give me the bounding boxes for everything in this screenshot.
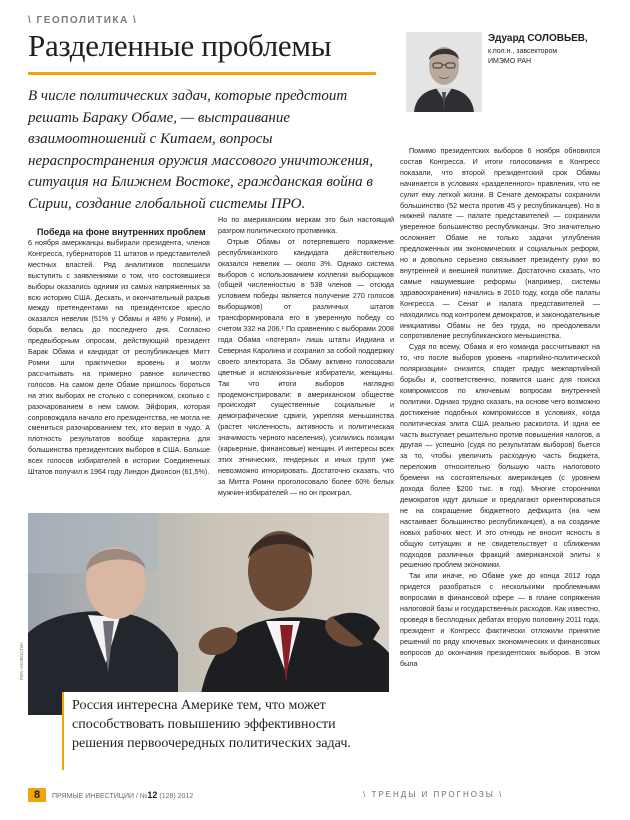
paragraph: Но по американским меркам это был настоящий разгром политического противника. xyxy=(218,215,394,235)
text-column-3 xyxy=(400,146,600,670)
page-number: 8 xyxy=(33,789,41,801)
text-column-1 xyxy=(28,227,210,478)
photo-credit: РИА «НОВОСТИ» xyxy=(19,642,24,680)
pull-quote: Россия интересна Америке тем, что может способствовать повышению эффективности решения первоочередных политических задач. xyxy=(72,698,351,751)
article-title: Разделенные проблемы xyxy=(28,28,332,63)
issue-label: / № xyxy=(136,793,148,800)
article-lead: В числе политических задач, которые предстоит решать Бараку Обаме, — выстраивание взаимоотношений с Китаем, вопросы нераспространения оружия массового уничтожения, ситуация на Ближнем Востоке, гражданская война в Сирии, создание глобальной системы ПРО. xyxy=(28,88,373,212)
paragraph: 6 ноября американцы выбирали президента, членов Конгресса, губернаторов 11 штатов и представителей местных властей. Ряд аналитиков поспешили выступить с заявлениями о том, что состоявшиеся выборы оказались одними из самых напряженных за всю историю США. Дескать, и окончательный разрыв между претендентами на президентское кресло оказался невелик (51% у Обамы и 48% у Ромни), и борьба велась до последнего дня. Согласно предвыборным опросам, действующий президент Барак Обама и кандидат от республиканцев Митт Ромни шли практически вровень и могли рассчитывать на примерно равное количество голосов. На самом деле Обаме пришлось бороться на этих выборах не столько с соперником, сколько с разочарованием в нем самом. Эйфория, которая сопровождала начало его президентства, не могла не смениться разочарованием тех, кто верил в чудо. А плотность результатов вообще характерна для большинства президентских выборов в США. Больше всех голосов избирателей в истории Соединенных Штатов получил в 1964 году Линдон Джонсон (61,5%). xyxy=(28,238,210,477)
leaders-photo-illustration xyxy=(28,513,389,715)
author-portrait-image xyxy=(406,32,482,112)
issue-number: 12 xyxy=(147,790,158,800)
issue-details: (128) 2012 xyxy=(159,793,194,800)
author-portrait xyxy=(406,32,482,112)
title-underline xyxy=(28,72,376,75)
section-tag: \ ГЕОПОЛИТИКА \ xyxy=(28,15,138,26)
paragraph: Так или иначе, но Обаме уже до конца 2012 года придется разобраться с несколькими проблемными вопросами в финансовой сфере — в плане сопряжения налоговой базы и государственных расходов. Как известно, проведя в бесплодных дебатах вторую половину 2011 года, президент и Конгресс фактически отложили принятие решений по ряду ключевых экономических и финансовых вопросов до окончания президентских выборов. В этом была xyxy=(400,571,600,668)
article-photo xyxy=(28,513,389,715)
paragraph: Помимо президентских выборов 6 ноября обновился состав Конгресса. И итоги голосования в Конгресс показали, что второй президентский срок Обамы начинается в условиях «разделенного» правления, что не сулит ему легкой жизни. В Сенате демократы сохранили большинство (52 места против 45 у республиканцев). Но в нижней палате — палате представителей — сохранили уверенное большинство республиканцы. Это значительно осложняет Обаме не только задачи углубления предложенных им экономических и социальных реформ, но и довольно серьезно связывает президенту руки во внутренней и внешней политике. Достаточно сказать, что самые нашумевшие реформы (например, системы здравоохранения) начались в 2010 году, когда обе палаты Конгресса — Сенат и палата представителей — находились под контролем демократов, и законодательные инициативы Обамы не без труда, но преодолевали сопротивление республиканского меньшинства. xyxy=(400,146,600,341)
footer-section-name: \ ТРЕНДЫ И ПРОГНОЗЫ \ xyxy=(363,790,504,799)
paragraph: Судя по всему, Обама и его команда рассчитывают на то, что после выборов уровень «партийно-политической поляризации» снизится, спадет градус межпартийной борьбы и, соответственно, появится шанс для поиска компромиссов по ключевым вопросам внутренней политики. Однако трудно сказать, на основе чего возможно достижение подобных компромиссов в условиях, когда политическая элита США реально расколота. И одна ее часть выступает решительно против повышения налогов, а другая — успешно (судя по результатам выборов) бьется за то, чтобы увеличить расходную часть бюджета, переложив относительно большую часть налогового бремени на состоятельных американцев (с уровнем дохода более $200 тыс. в год). Многие сторонники демократов идут дальше и предлагают ориентироваться не на сокращение бюджетного дефицита (на чем настаивает большинство республиканцев), а на создание новых рабочих мест. И это отнюдь не вносит ясность в общую ситуацию и не свидетельствует о сближении подходов различных фракций американской элиты к решению проблем экономики. xyxy=(400,342,600,570)
text-column-2 xyxy=(218,215,394,499)
author-organization: ИМЭМО РАН xyxy=(488,58,532,65)
author-degree: к.пол.н., завсектором xyxy=(488,48,558,55)
section-subheading: Победа на фоне внутренних проблем xyxy=(37,227,206,237)
magazine-name: ПРЯМЫЕ ИНВЕСТИЦИИ xyxy=(52,793,135,800)
magazine-issue xyxy=(52,790,193,802)
paragraph: Отрыв Обамы от потерпевшего поражение республиканского кандидата действительно оказался невелик — около 3%. Однако система выборов с использованием коллегии выборщиков (общей численностью в 538 членов — отсюда условием победы является получение 270 голосов выборщиков) от различных штатов трансформировала его в уверенную победу со счетом 332 на 206.¹ По сравнению с выборами 2008 года Обама «потерял» лишь штаты Индиана и Северная Каролина и сохранил за собой поддержку своего электората. За Обаму активно голосовали цветные и испаноязычные избиратели, женщины. Так что итоги выборов наглядно продемонстрировали: в американском обществе происходят существенные социальные и демографические сдвиги, укрепляя меньшинства (растет численность, активность и политическая значимость черного населения), усилились позиции (карьерные, финансовые) женщин. И интересы всех этих этнических, гендерных и иных групп уже невозможно игнорировать. Достаточно сказать, что за Митта Ромни проголосовало более 60% белых мужчин-избирателей — но он проиграл. xyxy=(218,236,395,497)
author-credentials xyxy=(488,47,557,67)
author-name: Эдуард СОЛОВЬЕВ, xyxy=(488,33,588,44)
